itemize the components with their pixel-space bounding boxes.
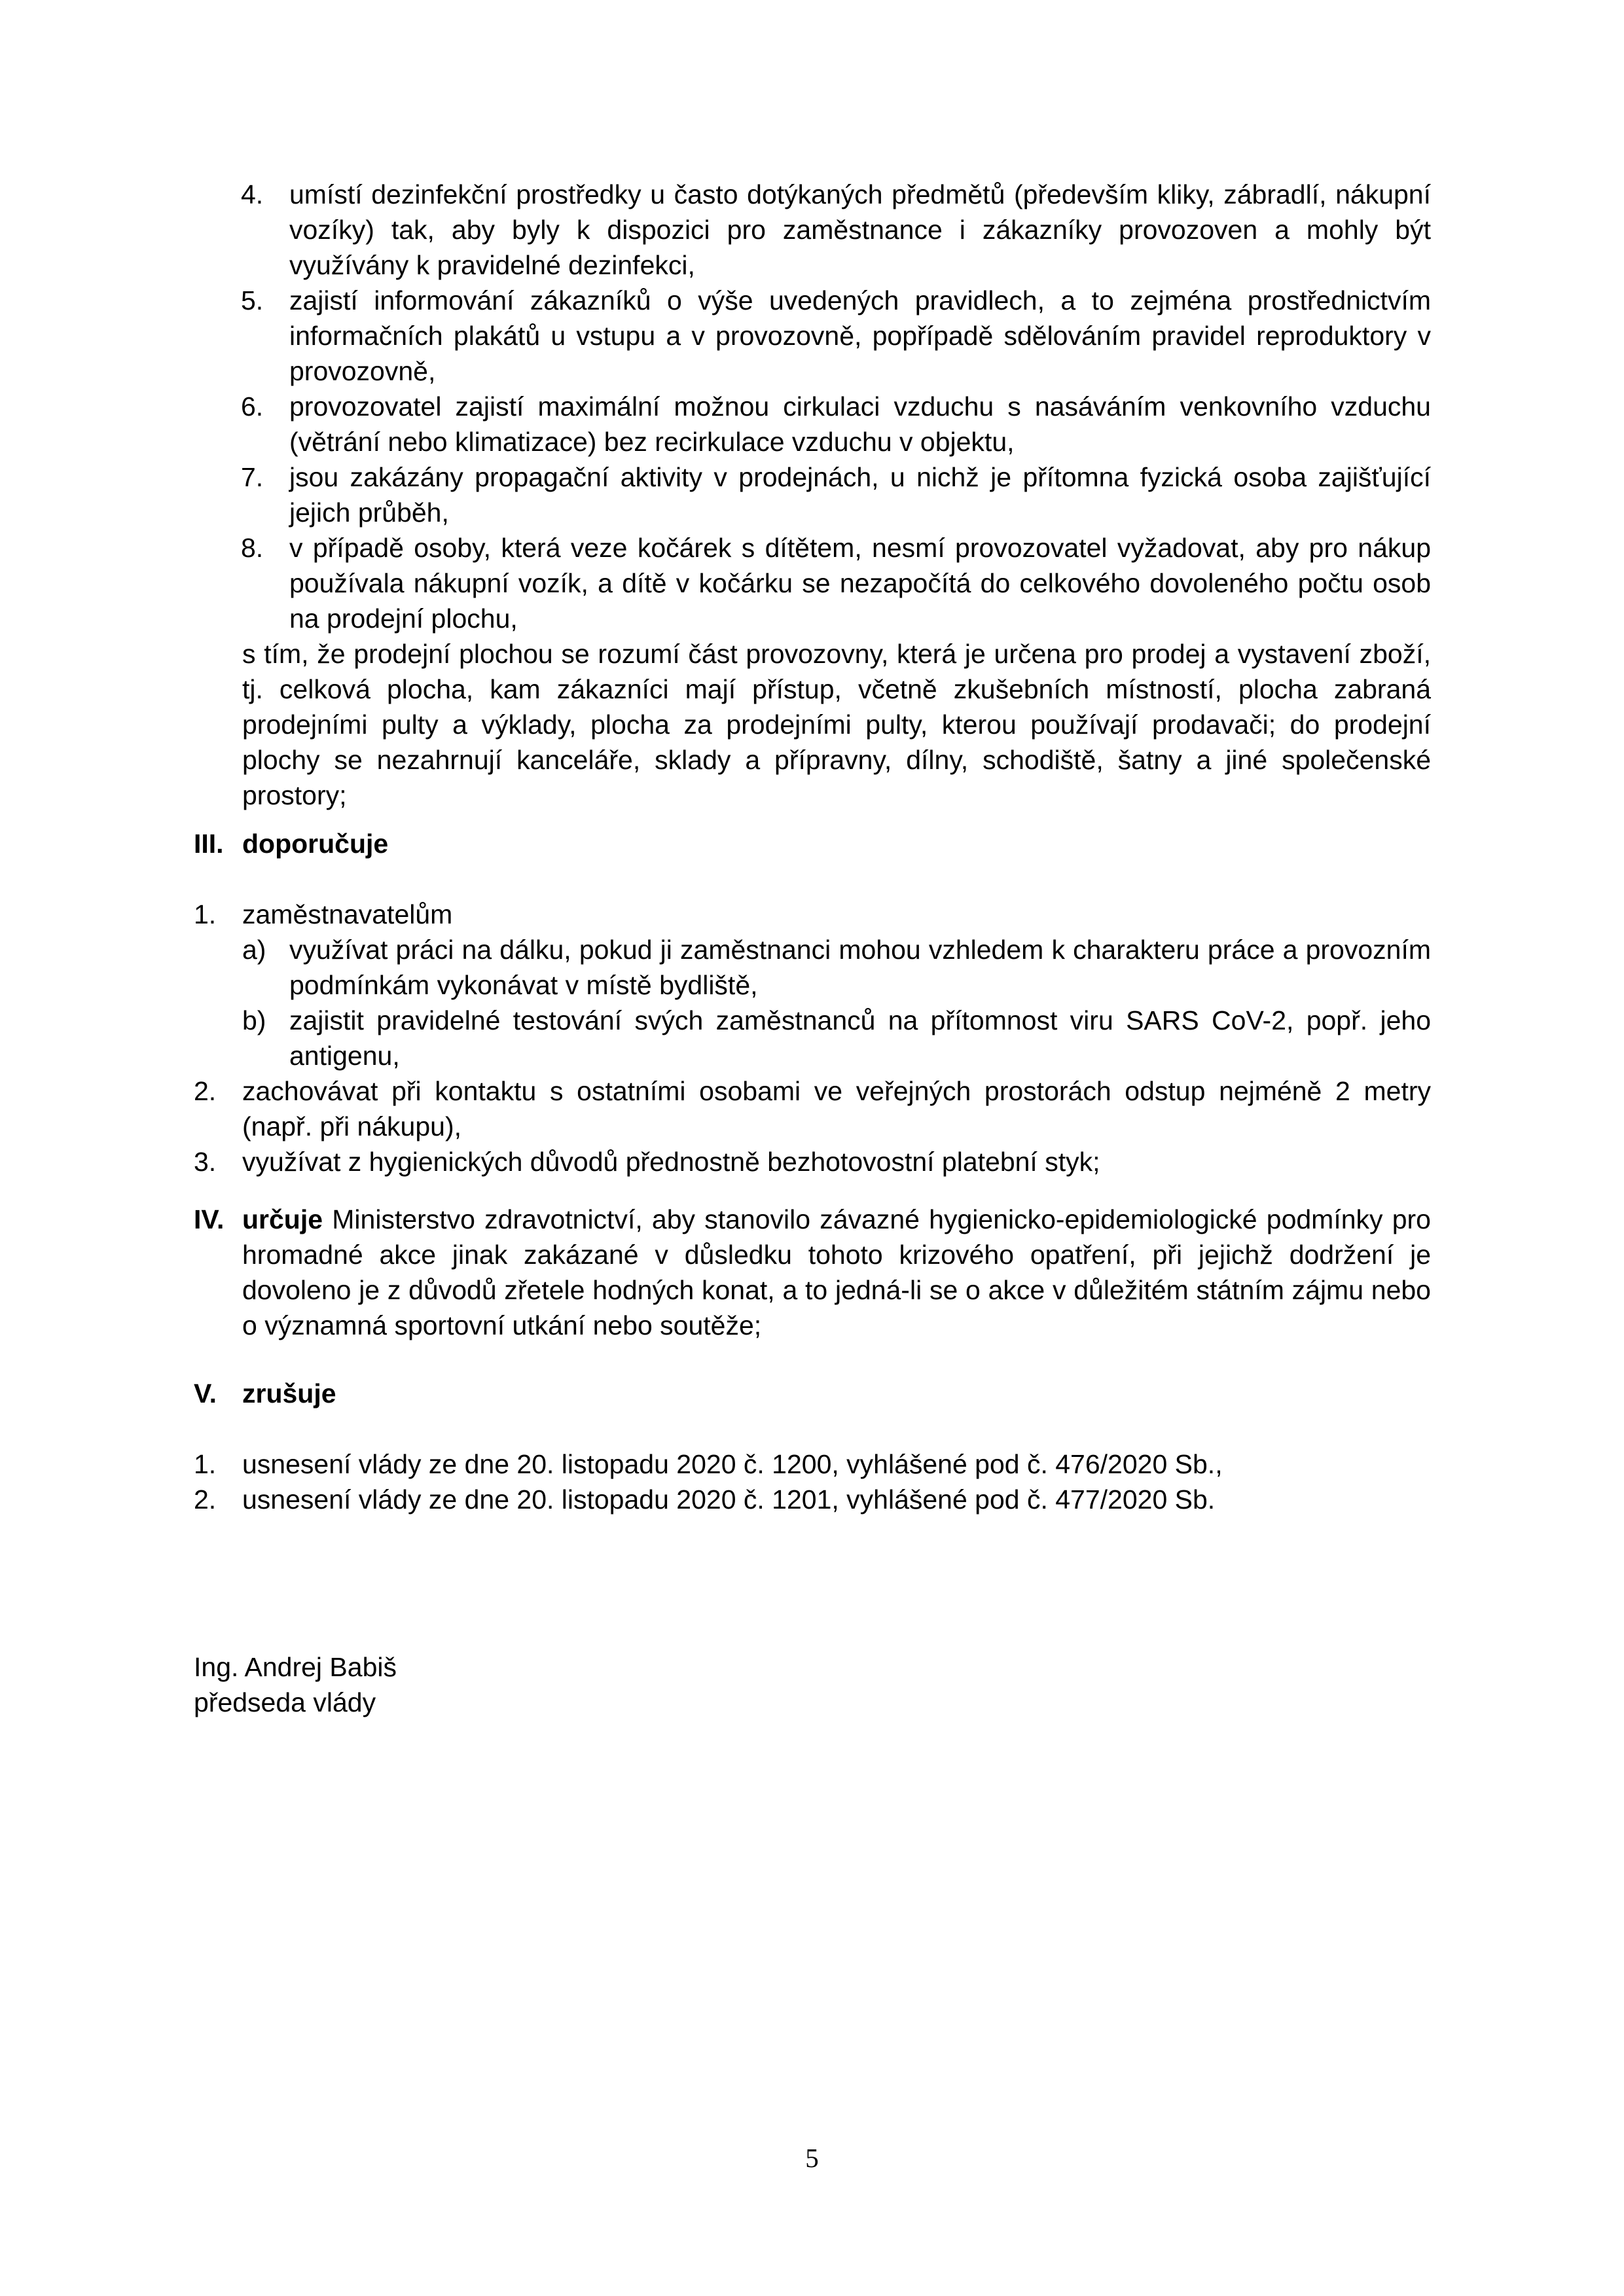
list-item (194, 1144, 1431, 1179)
list-item-number: 3. (194, 1147, 217, 1177)
list-item-text: zachovávat při kontaktu s ostatními osobami ve veřejných prostorách odstup nejméně 2 metry (např. při nákupu), (242, 1076, 1431, 1141)
signature-block (194, 1649, 1431, 1720)
list-item-number: 5. (241, 285, 264, 315)
sub-list-item (194, 1003, 1431, 1073)
signatory-title: předseda vlády (194, 1687, 376, 1717)
list-item (194, 1446, 1431, 1482)
section-v-heading (194, 1376, 1431, 1411)
list-item-text: v případě osoby, která veze kočárek s dítětem, nesmí provozovatel vyžadovat, aby pro nákup používala nákupní vozík, a dítě v kočárku se nezapočítá do celkového dovoleného počtu osob na prodejní plochu, (289, 533, 1431, 634)
section-iv-text: Ministerstvo zdravotnictví, aby stanovilo závazné hygienicko-epidemiologické podmínky pro hromadné akce jinak zakázané v důsledku tohoto krizového opatření, při jejichž dodržení je dovoleno je z důvodů zřetele hodných konat, a to jedná-li se o akce v důležitém státním zájmu nebo o významná sportovní utkání nebo soutěže; (242, 1204, 1431, 1340)
section-ii-list (194, 177, 1431, 813)
list-item-number: 1. (194, 899, 217, 929)
section-v-numeral: V. (194, 1378, 217, 1408)
section-iii (194, 826, 1431, 861)
list-item-number: 6. (241, 391, 264, 422)
sub-list-item-text: využívat práci na dálku, pokud ji zaměstnanci mohou vzhledem k charakteru práce a provozním podmínkám vykonávat v místě bydliště, (289, 935, 1431, 1000)
section-v-list (194, 1446, 1431, 1517)
section-iii-numeral: III. (194, 829, 224, 859)
list-item-text: zaměstnavatelům (242, 899, 453, 929)
list-item (194, 897, 1431, 932)
section-iii-list (194, 897, 1431, 1179)
list-item-text: jsou zakázány propagační aktivity v prodejnách, u nichž je přítomna fyzická osoba zajišťující jejich průběh, (289, 462, 1431, 528)
sub-list-item-text: zajistit pravidelné testování svých zaměstnanců na přítomnost viru SARS CoV-2, popř. jeho antigenu, (289, 1005, 1431, 1071)
list-item-number: 2. (194, 1076, 217, 1106)
section-iii-heading (194, 826, 1431, 861)
sub-list-item (194, 932, 1431, 1003)
section-iv-numeral: IV. (194, 1204, 225, 1234)
list-item-number: 7. (241, 462, 264, 492)
signatory-name: Ing. Andrej Babiš (194, 1652, 397, 1682)
section-iv-paragraph (194, 1202, 1431, 1343)
list-item-text: využívat z hygienických důvodů přednostně bezhotovostní platební styk; (242, 1147, 1100, 1177)
sub-list-item-letter: a) (242, 935, 266, 965)
section-v (194, 1376, 1431, 1411)
list-item (194, 459, 1431, 530)
list-item (194, 283, 1431, 389)
sub-list-item-letter: b) (242, 1005, 266, 1035)
section-v-title: zrušuje (242, 1378, 336, 1408)
list-item (194, 177, 1431, 283)
page-number: 5 (805, 2143, 819, 2173)
list-item (194, 389, 1431, 459)
list-item-number: 4. (241, 179, 264, 209)
section-iv-title: určuje (242, 1204, 323, 1234)
list-item (194, 1073, 1431, 1144)
list-item-text: provozovatel zajistí maximální možnou cirkulaci vzduchu s nasáváním venkovního vzduchu (větrání nebo klimatizace) bez recirkulace vzduchu v objektu, (289, 391, 1431, 457)
list-item-text: zajistí informování zákazníků o výše uvedených pravidlech, a to zejména prostřednictvím informačních plakátů u vstupu a v provozovně, popřípadě sdělováním pravidel reproduktory v provozovně, (289, 285, 1431, 386)
list-item-text: usnesení vlády ze dne 20. listopadu 2020 č. 1200, vyhlášené pod č. 476/2020 Sb., (242, 1449, 1223, 1479)
list-item-number: 1. (194, 1449, 217, 1479)
list-item-text: umístí dezinfekční prostředky u často dotýkaných předmětů (především kliky, zábradlí, nákupní vozíky) tak, aby byly k dispozici pro zaměstnance i zákazníky provozoven a mohly být využívány k pravidelné dezinfekci, (289, 179, 1431, 280)
list-item-number: 2. (194, 1484, 217, 1515)
section-iii-title: doporučuje (242, 829, 389, 859)
list-item-number: 8. (241, 533, 264, 563)
list-item (194, 530, 1431, 636)
list-item-text: usnesení vlády ze dne 20. listopadu 2020 č. 1201, vyhlášené pod č. 477/2020 Sb. (242, 1484, 1216, 1515)
section-iv (194, 1202, 1431, 1343)
section-ii-closing-paragraph: s tím, že prodejní plochou se rozumí část provozovny, která je určena pro prodej a vystavení zboží, tj. celková plocha, kam zákazníci mají přístup, včetně zkušebních místností, plocha zabraná prodejními pulty a výklady, plocha za prodejními pulty, kterou používají prodavači; do prodejní plochy se nezahrnují kanceláře, sklady a přípravny, dílny, schodiště, šatny a jiné společenské prostory; (242, 639, 1431, 810)
list-item (194, 1482, 1431, 1517)
